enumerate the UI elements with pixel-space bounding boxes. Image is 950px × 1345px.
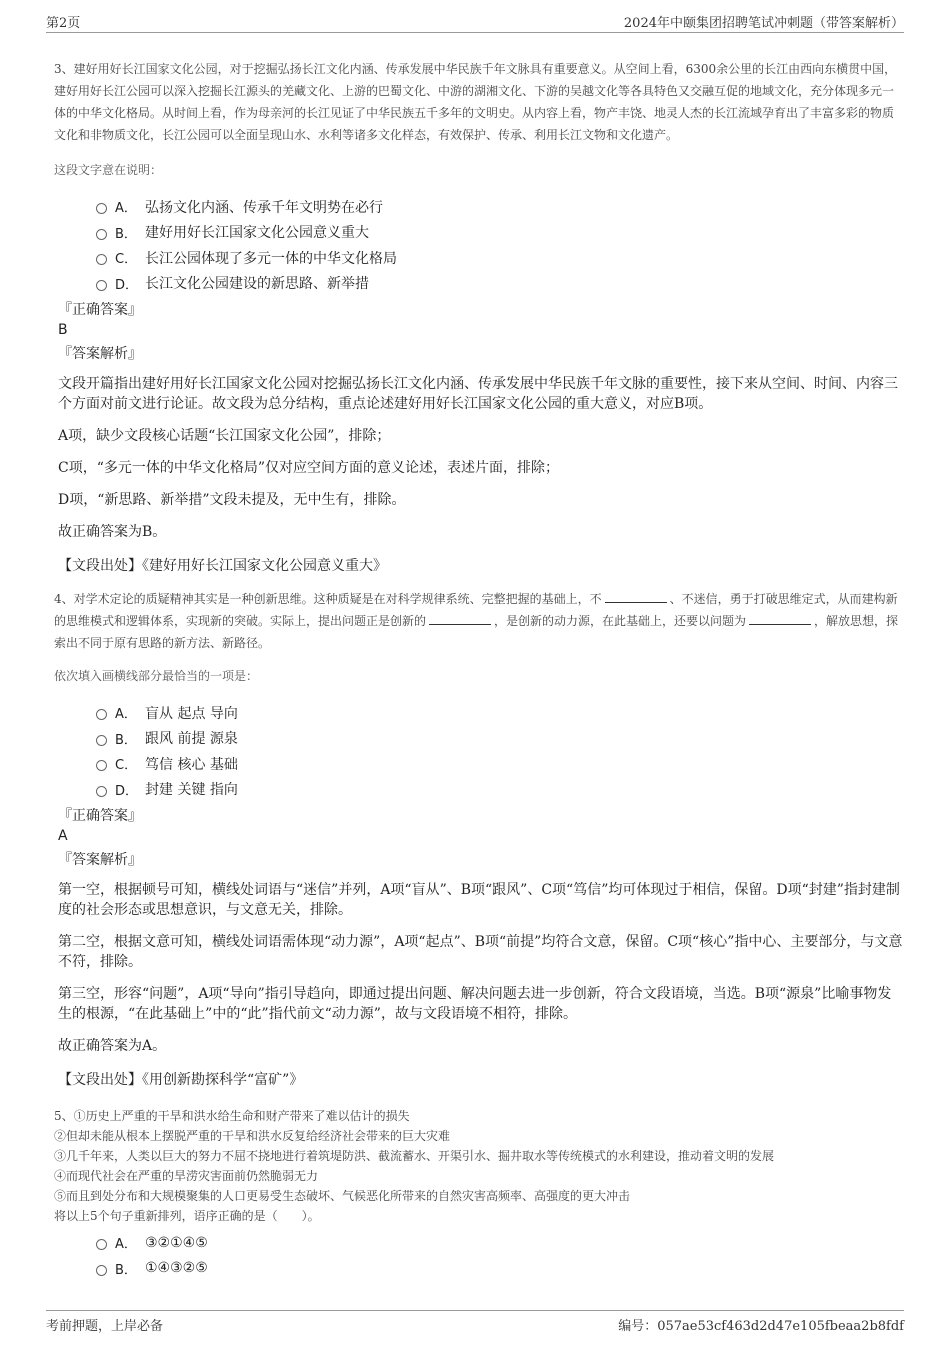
question-5 [54,1106,904,1281]
option-d[interactable]: D． 长江文化公园建设的新思路、新举措 [96,271,904,297]
page-header [46,12,904,33]
page-number: 第2页 [46,16,81,31]
question-5-line: ⑤而且到处分布和大规模聚集的人口更易受生态破坏、气候恶化所带来的自然灾害高频率、高强度的更大冲击 [54,1189,631,1203]
option-a[interactable]: A． 盲从 起点 导向 [96,700,904,726]
analysis-paragraph: 故正确答案为A。 [58,1038,167,1054]
question-4-options [96,700,904,802]
analysis-paragraph: A项，缺少文段核心话题“长江国家文化公园”，排除； [58,428,391,444]
analysis-paragraph: 第一空，根据顿号可知，横线处词语与“迷信”并列，A项“盲从”、B项“跟风”、C项“笃信”均可体现过于相信，保留。D项“封建”指封建制度的社会形态或思想意识，与文意无关，排除。 [58,882,900,918]
option-d[interactable]: D． 封建 关键 指向 [96,777,904,803]
question-4-prompt: 依次填入画横线部分最恰当的一项是： [54,669,259,683]
radio-icon[interactable] [96,760,107,771]
radio-icon[interactable] [96,786,107,797]
page-footer [46,1310,904,1333]
analysis-label: 『答案解析』 [58,346,142,362]
radio-icon[interactable] [96,735,107,746]
radio-icon[interactable] [96,229,107,240]
option-c[interactable]: C． 笃信 核心 基础 [96,751,904,777]
analysis-paragraph: D项，“新思路、新举措”文段未提及，无中生有，排除。 [58,492,406,508]
analysis-paragraph: 第三空，形容“问题”，A项“导向”指引导趋向，即通过提出问题、解决问题去进一步创新，符合文段语境，当选。B项“源泉”比喻事物发生的根源，“在此基础上”中的“此”指代前文“动力源”，故与文段语境不相符，排除。 [58,986,892,1022]
question-5-line: ③几千年来，人类以巨大的努力不屈不挠地进行着筑堤防洪、截流蓄水、开渠引水、掘井取水等传统模式的水利建设，推动着文明的发展 [54,1149,775,1163]
question-3-text: 3、建好用好长江国家文化公园，对于挖掘弘扬长江文化内涵、传承发展中华民族千年文脉具有重要意义。从空间上看，6300余公里的长江由西向东横贯中国，建好用好长江公园可以深入挖掘长江源头的羌藏文化、上游的巴蜀文化、中游的湖湘文化、下游的吴越文化等各具特色又交融互促的地域文化，充分体现多元一体的中华文化格局。从时间上看，作为母亲河的长江见证了中华民族五千多年的文明史。从内容上看，物产丰饶、地灵人杰的长江流域孕育出了丰富多彩的物质文化和非物质文化，长江公园可以全面呈现山水、水利等诸多文化样态，有效保护、传承、利用长江文物和文化遗产。 [54,62,897,142]
analysis-paragraph: 故正确答案为B。 [58,524,167,540]
correct-answer: A [58,828,68,844]
analysis-paragraph: 文段开篇指出建好用好长江国家文化公园对挖掘弘扬长江文化内涵、传承发展中华民族千年文脉的重要性，接下来从空间、时间、内容三个方面对前文进行论证。故文段为总分结构，重点论述建好用好长江国家文化公园的重大意义，对应B项。 [58,376,898,412]
document-title: 2024年中颐集团招聘笔试冲刺题（带答案解析） [623,16,904,31]
source-reference: 【文段出处】《建好用好长江国家文化公园意义重大》 [58,558,387,574]
question-5-line: ④而现代社会在严重的旱涝灾害面前仍然脆弱无力 [54,1169,319,1183]
option-b[interactable]: B． 建好用好长江国家文化公园意义重大 [96,220,904,246]
question-3-options [96,194,904,296]
question-5-options [96,1230,904,1281]
correct-answer-label: 『正确答案』 [58,808,142,824]
source-reference: 【文段出处】《用创新勘探科学“富矿”》 [58,1072,304,1088]
question-3 [54,58,904,576]
correct-answer-label: 『正确答案』 [58,302,142,318]
radio-icon[interactable] [96,203,107,214]
option-b[interactable]: B． ①④③②⑤ [96,1256,904,1282]
question-4-text: 4、对学术定论的质疑精神其实是一种创新思维。这种质疑是在对科学规律系统、完整把握的基础上，不 、不迷信，勇于打破思维定式，从而建构新的思维模式和逻辑体系，实现新的突破。实际上，提出问题正是创新的 ，是创新的动力源，在此基础上，还要以问题为 ，解放思想，探索出不同于原有思路的新方法、新路径。 [54,592,899,650]
footer-slogan: 考前押题，上岸必备 [46,1319,164,1334]
option-b[interactable]: B． 跟风 前提 源泉 [96,726,904,752]
option-a[interactable]: A． 弘扬文化内涵、传承千年文明势在必行 [96,194,904,220]
question-3-prompt: 这段文字意在说明： [54,163,163,177]
fill-blank [605,590,667,603]
radio-icon[interactable] [96,280,107,291]
question-4 [54,588,904,1090]
analysis-paragraph: 第二空，根据文意可知，横线处词语需体现“动力源”，A项“起点”、B项“前提”均符合文意，保留。C项“核心”指中心、主要部分，与文意不符，排除。 [58,934,903,970]
radio-icon[interactable] [96,709,107,720]
analysis-paragraph: C项，“多元一体的中华文化格局”仅对应空间方面的意义论述，表述片面，排除； [58,460,560,476]
question-5-line: ②但却未能从根本上摆脱严重的干旱和洪水反复给经济社会带来的巨大灾难 [54,1129,451,1143]
radio-icon[interactable] [96,254,107,265]
page-content [54,58,904,1281]
option-c[interactable]: C． 长江公园体现了多元一体的中华文化格局 [96,245,904,271]
radio-icon[interactable] [96,1265,107,1276]
correct-answer: B [58,322,68,338]
fill-blank [749,612,811,625]
analysis-label: 『答案解析』 [58,852,142,868]
document-id: 编号：057ae53cf463d2d47e105fbeaa2b8fdf [618,1319,904,1334]
fill-blank [429,612,491,625]
question-5-prompt: 将以上5个句子重新排列，语序正确的是（ ）。 [54,1209,320,1223]
radio-icon[interactable] [96,1239,107,1250]
option-a[interactable]: A． ③②①④⑤ [96,1230,904,1256]
question-5-line: 5、①历史上严重的干旱和洪水给生命和财产带来了难以估计的损失 [54,1109,410,1123]
